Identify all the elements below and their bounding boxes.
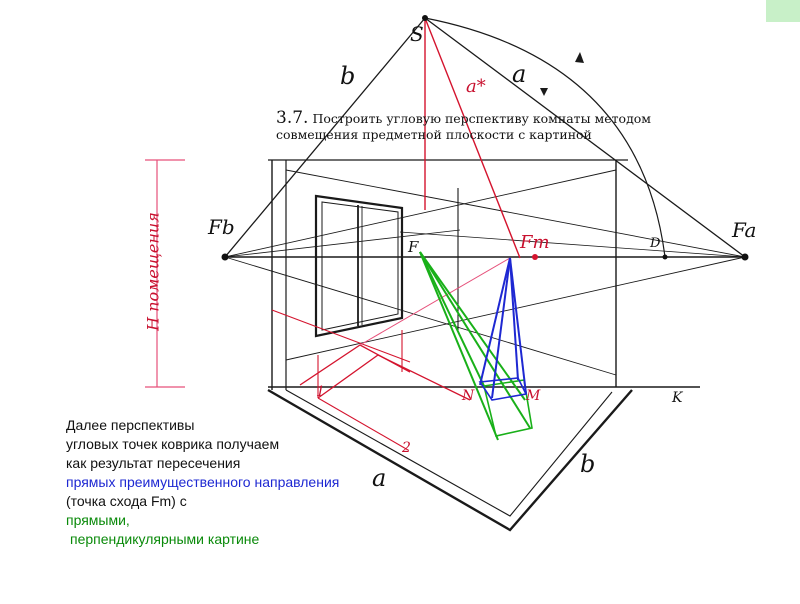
- label-k: K: [672, 390, 683, 406]
- caption: [66, 416, 366, 549]
- task-text: Построить угловую перспективу комнаты методом совмещения предметной плоскости с картиной: [276, 111, 652, 142]
- label-a-top: a: [512, 60, 527, 88]
- caption-line3: как результат пересечения: [66, 455, 241, 471]
- label-s: S: [410, 22, 424, 46]
- caption-highlight-2: прямыми,: [66, 512, 130, 528]
- label-room-height: H помещения: [143, 212, 163, 331]
- label-m: M: [526, 388, 541, 404]
- label-one: 1: [316, 384, 325, 400]
- ray-fa-1: [286, 170, 745, 257]
- point-fm: [532, 254, 538, 260]
- label-a-star: a*: [466, 76, 486, 97]
- red-to-fm: [360, 258, 510, 345]
- caption-middle: (точка схода Fm) с: [66, 493, 187, 509]
- label-a-bottom: a: [372, 464, 387, 492]
- caption-highlight-3: перпендикулярными картине: [70, 531, 260, 547]
- label-b-bottom: b: [580, 450, 596, 478]
- label-two: 2: [402, 440, 411, 456]
- red-rug-2: [318, 355, 470, 400]
- label-fb: Fb: [208, 215, 235, 239]
- caption-line1: Далее перспективы: [66, 417, 195, 433]
- blue-1: [480, 258, 510, 385]
- ray-fa-3: [400, 232, 745, 257]
- arrow-arc: [575, 52, 584, 63]
- caption-line2: угловых точек коврика получаем: [66, 436, 280, 452]
- ray-fb-1: [225, 170, 616, 257]
- point-fb: [222, 254, 229, 261]
- task-title: [276, 110, 696, 143]
- label-f-small: F: [408, 238, 419, 256]
- label-b-top: b: [340, 62, 356, 90]
- task-number: 3.7.: [276, 108, 309, 128]
- red-rug-1: [300, 345, 410, 385]
- window-frame: [316, 196, 402, 336]
- arrow-a: [540, 88, 548, 96]
- ray-fb-3: [225, 230, 460, 257]
- ray-fb-2: [225, 257, 616, 375]
- label-d: D: [650, 236, 661, 251]
- red-wall-trace: [272, 310, 410, 362]
- green-1: [420, 252, 485, 388]
- label-n: N: [462, 388, 475, 404]
- point-fa: [742, 254, 749, 261]
- label-fa: Fa: [732, 218, 757, 242]
- caption-highlight-1: прямых преимущественного направления: [66, 474, 340, 490]
- point-d: [663, 255, 668, 260]
- point-s: [422, 15, 428, 21]
- corner-mark: [766, 0, 800, 22]
- label-fm: Fm: [520, 232, 550, 253]
- blue-2: [492, 258, 510, 398]
